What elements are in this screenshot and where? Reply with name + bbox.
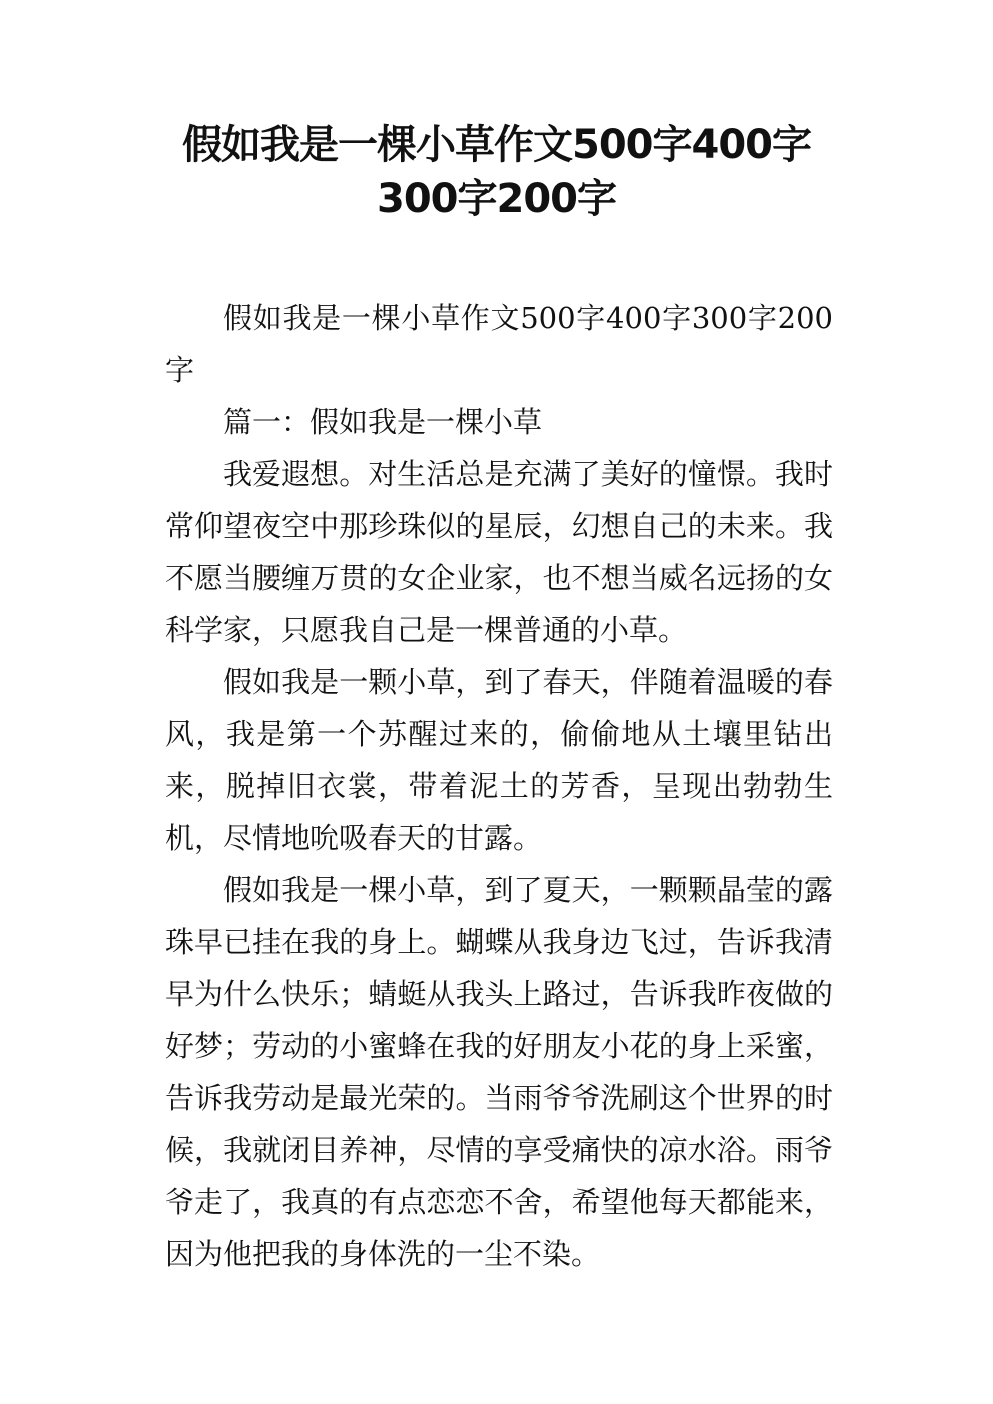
paragraph-2: 假如我是一颗小草，到了春天，伴随着温暖的春风，我是第一个苏醒过来的，偷偷地从土壤里钻出来，脱掉旧衣裳，带着泥土的芳香，呈现出勃勃生机，尽情地吮吸春天的甘露。 bbox=[165, 665, 833, 855]
paragraph-1: 我爱遐想。对生活总是充满了美好的憧憬。我时常仰望夜空中那珍珠似的星辰，幻想自己的未来。我不愿当腰缠万贯的女企业家，也不想当威名远扬的女科学家，只愿我自己是一棵普通的小草。 bbox=[165, 457, 833, 647]
title-line-1: 假如我是一棵小草作文500字400字 bbox=[182, 122, 811, 168]
section-heading: 篇一：假如我是一棵小草 bbox=[223, 405, 543, 439]
paragraph-3: 假如我是一棵小草，到了夏天，一颗颗晶莹的露珠早已挂在我的身上。蝴蝶从我身边飞过，告诉我清早为什么快乐；蜻蜓从我头上路过，告诉我昨夜做的好梦；劳动的小蜜蜂在我的好朋友小花的身上采蜜，告诉我劳动是最光荣的。当雨爷爷洗刷这个世界的时候，我就闭目养神，尽情的享受痛快的凉水浴。雨爷爷走了，我真的有点恋恋不舍，希望他每天都能来，因为他把我的身体洗的一尘不染。 bbox=[165, 873, 833, 1271]
paragraph-intro: 假如我是一棵小草作文500字400字300字200字 bbox=[165, 301, 833, 387]
title-line-2: 300字200字 bbox=[377, 176, 616, 222]
document-title bbox=[120, 118, 873, 226]
document-body bbox=[165, 292, 833, 1280]
